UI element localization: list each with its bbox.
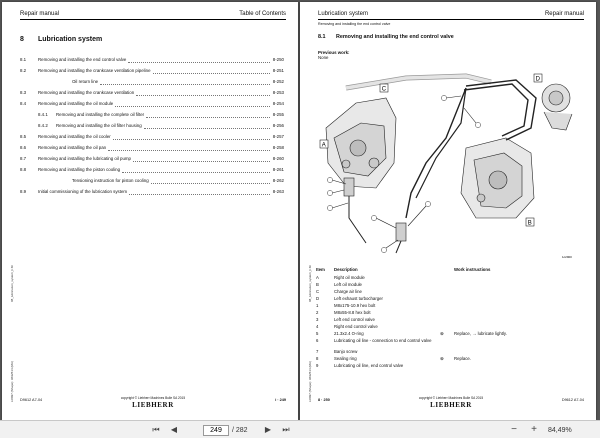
side-text-filename: 08_lubrication_system_lr.fm <box>10 264 14 302</box>
engine-diagram <box>316 68 578 260</box>
toc-text: Removing and installing the oil filter housing <box>56 123 142 128</box>
toc-page: 8-253 <box>272 90 284 95</box>
toc-number: 8.8 <box>20 167 27 172</box>
toc-text: Removing and installing the piston cooling <box>38 167 121 172</box>
next-page-icon[interactable]: ▶ <box>264 425 272 434</box>
side-text-filename: 08_lubrication_system_lr.fm <box>308 264 312 302</box>
header-left: Lubrication system <box>318 11 369 17</box>
footer-page-number: i · 249 <box>275 398 286 402</box>
section-number: 8 <box>20 36 24 43</box>
table-row <box>316 331 584 338</box>
work-instruction-cell: Replace. <box>454 356 471 361</box>
zoom-in-icon[interactable]: + <box>531 424 537 435</box>
description-cell: Lubricating oil line, end control valve <box>334 363 404 368</box>
page-left <box>2 2 298 420</box>
toc-page: 8-255 <box>272 112 284 117</box>
table-row <box>316 349 584 356</box>
toc-leader <box>133 161 270 162</box>
toc-number: 8.1 <box>20 57 27 62</box>
item-cell: 2 <box>316 310 319 315</box>
toc-leader <box>115 106 270 107</box>
description-cell: M8x175-10.9 hex bolt <box>334 303 376 308</box>
page-header <box>318 10 584 20</box>
header-right: Table of Contents <box>239 11 286 17</box>
header-left: Repair manual <box>20 11 60 17</box>
viewer-toolbar <box>0 420 600 438</box>
section-title: Removing and installing the end control valve <box>336 34 454 40</box>
page-footer <box>318 396 584 410</box>
toc-number: 8.7 <box>20 156 27 161</box>
toc-number: 8.2 <box>20 68 27 73</box>
toc-page: 8-263 <box>272 189 284 194</box>
table-row <box>316 356 584 363</box>
toc-page: 8-261 <box>272 167 284 172</box>
toc-leader <box>113 139 270 140</box>
diagram-label-a: A <box>321 142 326 149</box>
footer-page-number: 8 · 250 <box>318 398 330 402</box>
toc-number: 8.3 <box>20 90 27 95</box>
description-cell: Left exhaust turbocharger <box>334 296 383 301</box>
total-pages: / 282 <box>232 427 248 434</box>
page-footer <box>20 396 286 410</box>
table-row <box>316 310 584 317</box>
toc-number: 8.4.2 <box>38 123 48 128</box>
diagram-label-c: C <box>381 86 387 93</box>
toc-text: Removing and installing the crankcase ventilation pipeline <box>38 68 151 73</box>
toc-page: 8-250 <box>272 57 284 62</box>
col-item: Item <box>316 267 325 272</box>
toc-entry[interactable] <box>20 98 284 109</box>
toc-entry[interactable] <box>20 87 284 98</box>
toc-page: 8-256 <box>272 123 284 128</box>
toc-text: Removing and installing the lubricating oil pump <box>38 156 131 161</box>
toc-entry[interactable] <box>20 131 284 142</box>
description-cell: Charge air line <box>334 289 362 294</box>
table-row <box>316 275 584 282</box>
first-page-icon[interactable]: ⏮ <box>152 425 160 434</box>
table-row <box>316 317 584 324</box>
liebherr-logo: LIEBHERR <box>430 401 472 409</box>
col-work: Work instructions <box>454 267 491 272</box>
symbol-cell: ⊗ <box>440 356 444 361</box>
item-cell: B <box>316 282 319 287</box>
header-subtitle: Removing and installing the end control valve <box>318 22 391 26</box>
toc-page: 8-262 <box>272 178 284 183</box>
diagram-label-d: D <box>535 76 540 83</box>
item-cell: 9 <box>316 363 319 368</box>
description-cell: Left oil module <box>334 282 362 287</box>
description-cell: Sealing ring <box>334 356 357 361</box>
symbol-cell: ⊗ <box>440 331 444 336</box>
diagram-label-b: B <box>527 220 532 227</box>
toc-text: Removing and installing the oil cooler <box>38 134 111 139</box>
toc-leader <box>100 84 270 85</box>
toc-entry[interactable] <box>20 142 284 153</box>
item-cell: A <box>316 275 319 280</box>
item-cell: 1 <box>316 303 319 308</box>
liebherr-logo: LIEBHERR <box>132 401 174 409</box>
toc-page: 8-260 <box>272 156 284 161</box>
toc-leader <box>153 73 270 74</box>
toc-text: Oil return line <box>72 79 99 84</box>
previous-work <box>318 50 349 60</box>
toc-entry[interactable] <box>20 120 284 131</box>
toc-entry[interactable] <box>20 175 284 186</box>
toc-entry[interactable] <box>20 153 284 164</box>
description-cell: Right end control valve <box>334 324 378 329</box>
previous-work-label: Previous work: <box>318 50 350 55</box>
page-right <box>300 2 596 420</box>
toc-text: Removing and installing the oil pan <box>38 145 107 150</box>
zoom-out-icon[interactable]: − <box>511 424 517 435</box>
side-text-doc: LR097 (Shape): 9692514 (MA) <box>10 360 14 402</box>
table-row <box>316 289 584 296</box>
toc-entry[interactable] <box>20 186 284 197</box>
item-cell: C <box>316 289 320 294</box>
description-cell: Left end control valve <box>334 317 375 322</box>
toc-leader <box>128 62 270 63</box>
item-cell: 8 <box>316 356 319 361</box>
toc-number: 8.9 <box>20 189 27 194</box>
table-row <box>316 303 584 310</box>
item-cell: D <box>316 296 320 301</box>
toc-entry[interactable] <box>20 109 284 120</box>
description-cell: Right oil module <box>334 275 365 280</box>
toc-text: Removing and installing the oil module <box>38 101 114 106</box>
toc-text: Removing and installing the crankcase ventilation <box>38 90 135 95</box>
section-title: Lubrication system <box>38 36 103 43</box>
toc-leader <box>129 194 270 195</box>
toc-number: 8.6 <box>20 145 27 150</box>
toc-entry[interactable] <box>20 65 284 76</box>
toc-leader <box>151 183 270 184</box>
item-cell: 5 <box>316 331 319 336</box>
section-number: 8.1 <box>318 34 326 40</box>
table-row <box>316 282 584 289</box>
toc-entry[interactable] <box>20 54 284 65</box>
toc-page: 8-251 <box>272 68 284 73</box>
table-row <box>316 296 584 303</box>
toc-number: 8.4.1 <box>38 112 48 117</box>
toc-page: 8-257 <box>272 134 284 139</box>
toc-entry[interactable] <box>20 76 284 87</box>
toc-text: Removing and installing the end control valve <box>38 57 127 62</box>
toc-leader <box>146 117 270 118</box>
table-row <box>316 363 584 370</box>
previous-page-icon[interactable]: ◀ <box>170 425 178 434</box>
item-cell: 3 <box>316 317 319 322</box>
zoom-level[interactable]: 84,49% <box>548 427 572 434</box>
parts-table <box>316 267 584 370</box>
table-row <box>316 338 584 349</box>
header-right: Repair manual <box>544 11 584 17</box>
toc-entry[interactable] <box>20 164 284 175</box>
work-instruction-cell: Replace, → lubricate lightly. <box>454 331 507 336</box>
toc-text: Tensioning instruction for piston cooling <box>72 178 149 183</box>
description-cell: 21.3x2.4 O-ring <box>334 331 364 336</box>
table-of-contents <box>20 54 284 197</box>
description-cell: Banjo screw <box>334 349 358 354</box>
toc-text: Removing and installing the complete oil filter <box>56 112 145 117</box>
toc-number: 8.5 <box>20 134 27 139</box>
toc-leader <box>108 150 270 151</box>
col-description: Description <box>334 267 358 272</box>
diagram-ref: 1c2900 <box>562 255 572 259</box>
previous-work-value: None <box>318 55 329 60</box>
description-cell: M8x55-8.8 hex bolt <box>334 310 371 315</box>
description-cell: Lubricating oil line - connection to end control valve <box>334 338 432 343</box>
toc-page: 8-254 <box>272 101 284 106</box>
page-header <box>20 10 286 20</box>
item-cell: 7 <box>316 349 319 354</box>
toc-leader <box>122 172 270 173</box>
footer-code: D9612 A7-04 <box>20 398 43 402</box>
footer-copyright: copyright © Liebherr Machines Bulle SA 2015 <box>418 396 484 400</box>
page-number-input[interactable] <box>203 425 229 436</box>
item-cell: 6 <box>316 338 319 343</box>
toc-leader <box>136 95 270 96</box>
toc-page: 8-252 <box>272 79 284 84</box>
side-text-doc: LR097 (Shape): 9692514 (MA) <box>308 360 312 402</box>
footer-code: D9612 A7-04 <box>561 398 584 402</box>
parts-table-header <box>316 267 584 275</box>
table-row <box>316 324 584 331</box>
footer-copyright: copyright © Liebherr Machines Bulle SA 2015 <box>120 396 186 400</box>
last-page-icon[interactable]: ⏭ <box>282 425 290 434</box>
toc-page: 8-258 <box>272 145 284 150</box>
item-cell: 4 <box>316 324 319 329</box>
toc-text: Initial commissioning of the lubrication system <box>38 189 128 194</box>
toc-number: 8.4 <box>20 101 27 106</box>
toc-leader <box>144 128 270 129</box>
